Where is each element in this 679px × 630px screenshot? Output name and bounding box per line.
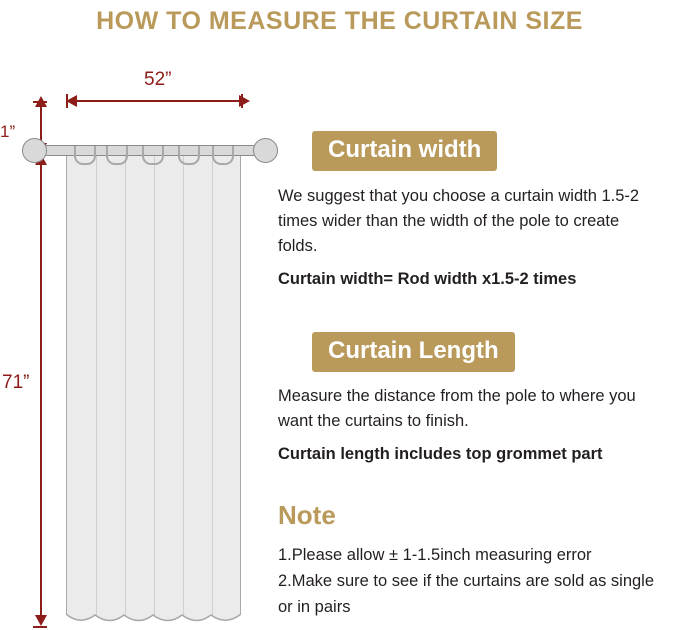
- length-tick-bottom: [33, 626, 47, 628]
- drop-label: 1”: [0, 122, 16, 141]
- note-item-1: 1.Please allow ± 1-1.5inch measuring error: [278, 546, 592, 564]
- curtain-width-heading-wrap: [312, 131, 497, 171]
- curtain-fold: [183, 145, 184, 626]
- grommet: [142, 146, 164, 165]
- curtain-length-formula: Curtain length includes top grommet part: [278, 445, 603, 463]
- curtain-hem: [66, 612, 241, 630]
- width-tick-right: [241, 94, 243, 108]
- note-title: Note: [278, 500, 336, 530]
- rod-finial-left: [22, 138, 47, 163]
- length-label: 71”: [2, 372, 30, 393]
- instructions-panel: [276, 42, 679, 628]
- page-title: HOW TO MEASURE THE CURTAIN SIZE: [96, 6, 583, 35]
- grommet: [212, 146, 234, 165]
- length-arrow-down: [35, 615, 47, 626]
- grommet: [178, 146, 200, 165]
- curtain-length-paragraph: Measure the distance from the pole to where you want the curtains to finish.: [278, 387, 636, 430]
- drop-tick-top: [33, 101, 47, 103]
- width-arrow-left: [66, 95, 77, 107]
- width-tick-left: [66, 94, 68, 108]
- note-item-2: 2.Make sure to see if the curtains are sold as single or in pairs: [278, 572, 655, 616]
- grommet: [74, 146, 96, 165]
- curtain-width-heading: Curtain width: [312, 131, 497, 171]
- curtain-length-heading: Curtain Length: [312, 332, 515, 372]
- curtain-width-paragraph: We suggest that you choose a curtain width 1.5-2 times wider than the width of the pole to create folds.: [278, 187, 640, 255]
- curtain-fold: [125, 145, 126, 626]
- curtain-width-formula: Curtain width= Rod width x1.5-2 times: [278, 270, 577, 288]
- curtain-diagram: [0, 42, 280, 628]
- curtain-panel: [66, 145, 241, 627]
- curtain-fold: [212, 145, 213, 626]
- width-measure-line: [74, 100, 242, 102]
- grommet: [106, 146, 128, 165]
- curtain-fold: [154, 145, 155, 626]
- curtain-length-heading-wrap: [312, 332, 515, 372]
- length-measure-line: [40, 160, 42, 622]
- rod-finial-right: [253, 138, 278, 163]
- width-label: 52”: [144, 69, 172, 90]
- curtain-fold: [96, 145, 97, 626]
